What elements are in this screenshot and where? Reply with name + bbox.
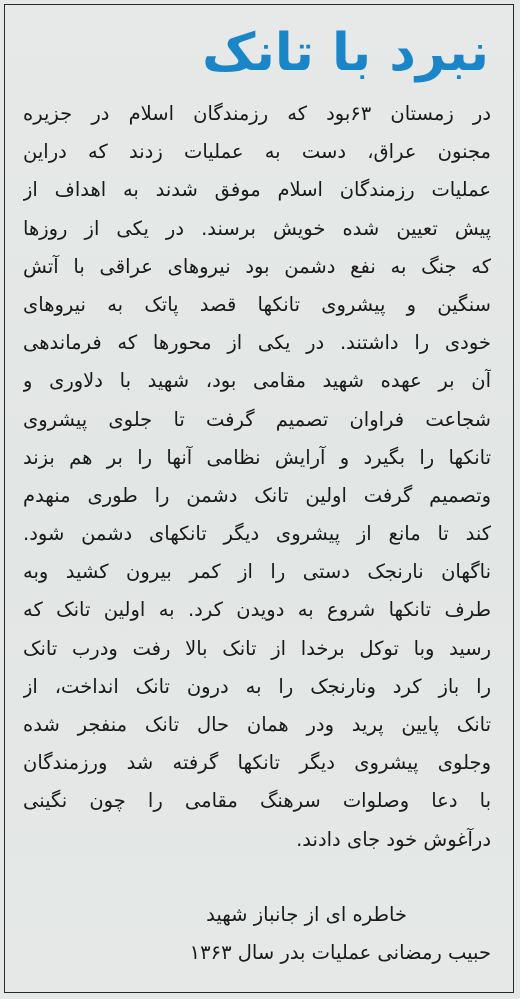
body-line: پیش تعیین شده خویش برسند. در یکی از روزها: [23, 216, 491, 240]
body-line: رسید وبا توکل برخدا از تانک بالا رفت ودرب تانک: [23, 636, 491, 660]
body-line: مجنون عراق، دست به عملیات زدند که دراین: [23, 140, 491, 164]
article-title: نبرد با تانک: [202, 23, 489, 83]
article-credit: [190, 896, 491, 972]
body-line: شجاعت فراوان تصمیم گرفت تا جلوی پیشروی: [23, 407, 491, 431]
body-line: در زمستان ۶۳بود که رزمندگان اسلام در جزیره: [23, 102, 491, 125]
body-line: آن بر عهده شهید مقامی بود، شهید با دلاوری و: [23, 369, 491, 393]
article-body: [23, 95, 491, 859]
body-line: خودی را داشتند. در یکی از محورها که فرماندهی: [23, 331, 491, 355]
body-line: عملیات رزمندگان اسلام موفق شدند به اهداف از: [23, 178, 491, 202]
body-line: کند تا مانع از پیشروی دیگر تانکهای دشمن شود.: [23, 522, 491, 546]
body-line: طرف تانکها شروع به دویدن کرد. به اولین تانک که: [23, 598, 491, 622]
credit-line-2: حبیب رمضانی عملیات بدر سال ۱۳۶۳: [189, 941, 491, 964]
article-panel: [4, 4, 514, 993]
body-line: سنگین و پیشروی تانکها قصد پاتک به نیروهای: [23, 292, 491, 316]
body-line: با دعا وصلوات سرهنگ مقامی را چون نگینی: [23, 789, 491, 813]
body-line: ناگهان نارنجک دستی را از کمر بیرون کشید وبه: [23, 560, 491, 584]
body-line: که جنگ به نفع دشمن بود نیروهای عراقی با آتش: [23, 254, 491, 278]
body-line: را باز کرد ونارنجک را به درون تانک انداخت، از: [23, 674, 491, 698]
body-line: وتصمیم گرفت اولین تانک دشمن را طوری منهدم: [23, 483, 491, 507]
body-line: تانک پایین پرید ودر همان حال تانک منفجر شده: [23, 713, 491, 736]
credit-line-1: خاطره ای از جانباز شهید: [206, 903, 407, 926]
body-line-last: درآغوش خود جای دادند.: [296, 827, 491, 851]
body-line: وجلوی پیشروی دیگر تانکها گرفته شد ورزمندگان: [23, 751, 491, 775]
body-line: تانکها را بگیرد و آرایش نظامی آنها را بر هم بزند: [23, 445, 491, 469]
